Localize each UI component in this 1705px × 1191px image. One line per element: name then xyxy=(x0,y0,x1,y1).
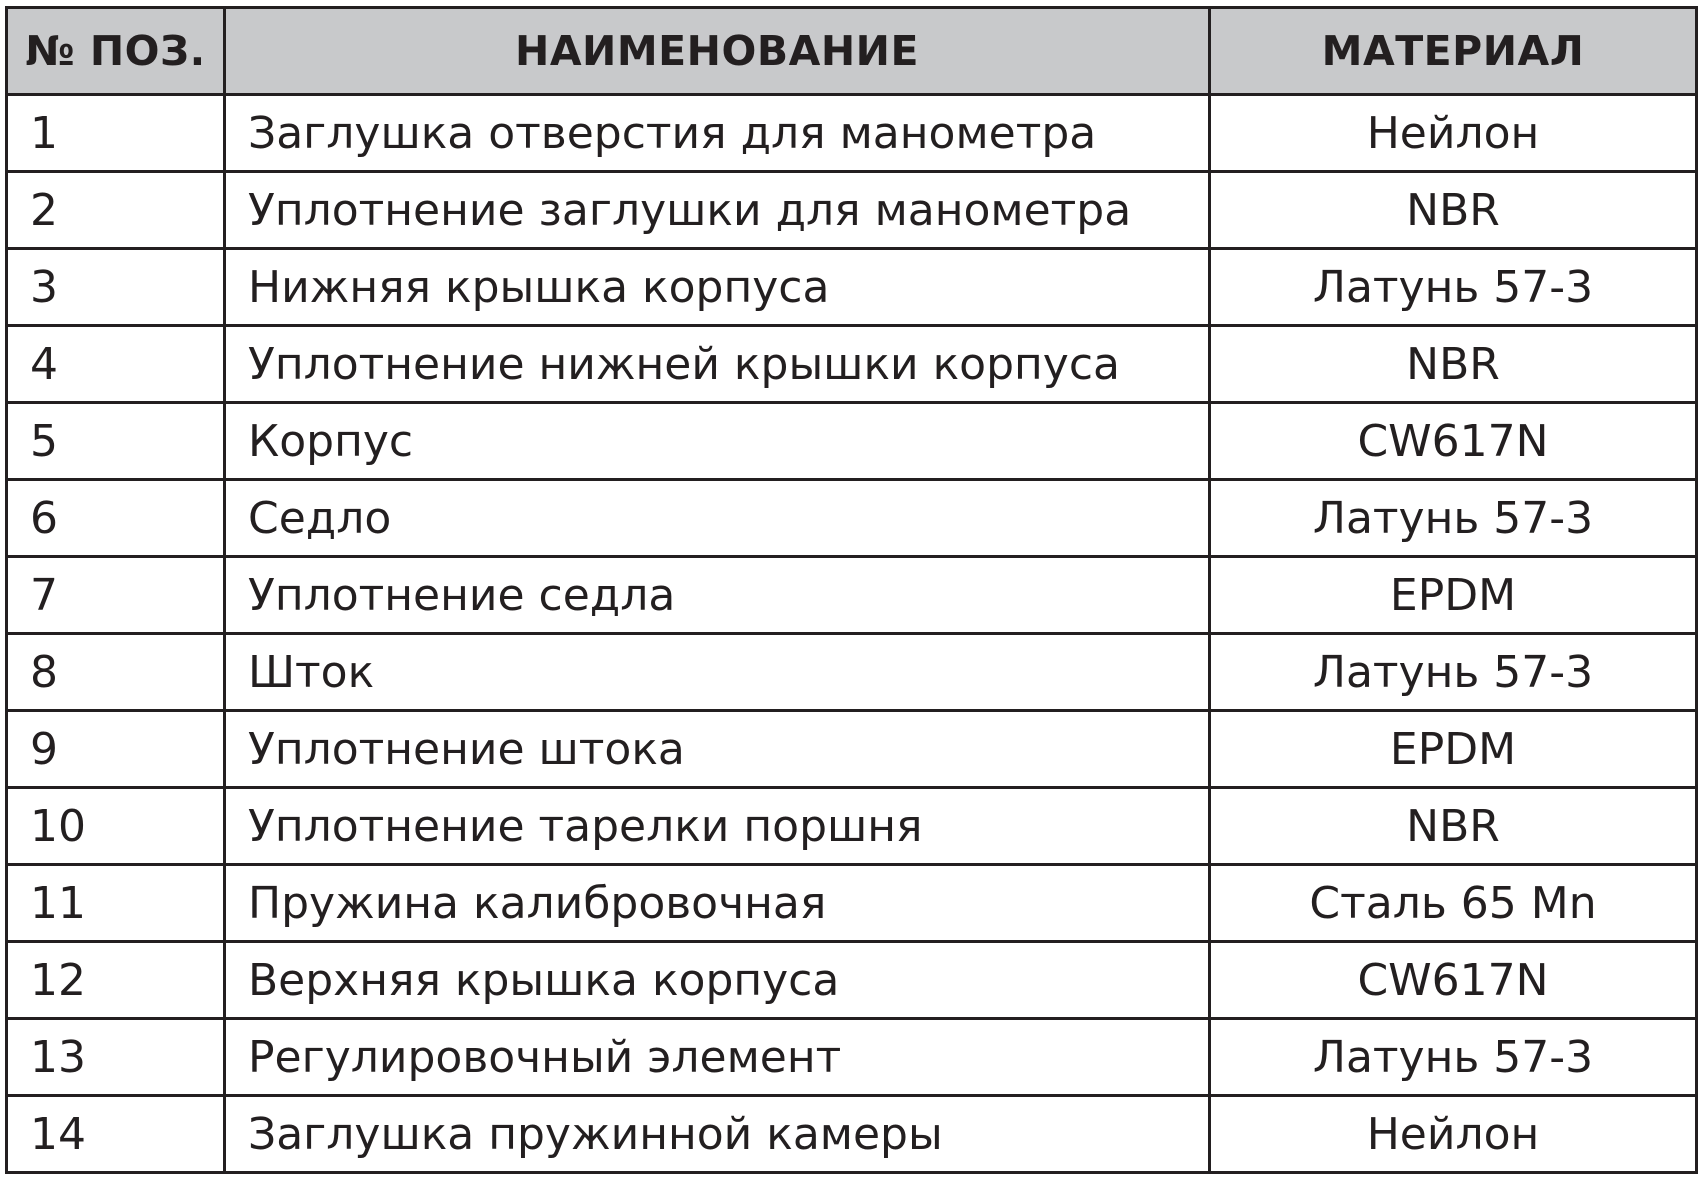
header-name: НАИМЕНОВАНИЕ xyxy=(225,8,1210,95)
cell-material: Сталь 65 Mn xyxy=(1210,865,1697,942)
cell-material: NBR xyxy=(1210,326,1697,403)
cell-material: Латунь 57-3 xyxy=(1210,634,1697,711)
table-row xyxy=(7,1019,1697,1096)
table-row xyxy=(7,1096,1697,1173)
cell-name: Заглушка пружинной камеры xyxy=(225,1096,1210,1173)
table-row xyxy=(7,249,1697,326)
cell-position: 6 xyxy=(7,480,225,557)
header-position: № ПОЗ. xyxy=(7,8,225,95)
cell-position: 9 xyxy=(7,711,225,788)
table-row xyxy=(7,711,1697,788)
cell-position: 1 xyxy=(7,95,225,172)
table-row xyxy=(7,480,1697,557)
table-row xyxy=(7,634,1697,711)
cell-name: Уплотнение тарелки поршня xyxy=(225,788,1210,865)
cell-name: Заглушка отверстия для манометра xyxy=(225,95,1210,172)
cell-position: 8 xyxy=(7,634,225,711)
table-row xyxy=(7,172,1697,249)
cell-name: Шток xyxy=(225,634,1210,711)
cell-name: Уплотнение седла xyxy=(225,557,1210,634)
parts-table xyxy=(5,6,1698,1174)
table-row xyxy=(7,942,1697,1019)
cell-material: NBR xyxy=(1210,172,1697,249)
cell-position: 10 xyxy=(7,788,225,865)
cell-name: Уплотнение штока xyxy=(225,711,1210,788)
table-header xyxy=(7,8,1697,95)
table-row xyxy=(7,788,1697,865)
cell-position: 14 xyxy=(7,1096,225,1173)
cell-name: Пружина калибровочная xyxy=(225,865,1210,942)
cell-position: 13 xyxy=(7,1019,225,1096)
cell-material: Нейлон xyxy=(1210,1096,1697,1173)
cell-material: Латунь 57-3 xyxy=(1210,480,1697,557)
cell-name: Уплотнение нижней крышки корпуса xyxy=(225,326,1210,403)
cell-material: CW617N xyxy=(1210,942,1697,1019)
table-row xyxy=(7,865,1697,942)
cell-material: CW617N xyxy=(1210,403,1697,480)
cell-material: Нейлон xyxy=(1210,95,1697,172)
cell-position: 3 xyxy=(7,249,225,326)
cell-material: Латунь 57-3 xyxy=(1210,1019,1697,1096)
table-row xyxy=(7,557,1697,634)
table-row xyxy=(7,403,1697,480)
cell-position: 12 xyxy=(7,942,225,1019)
cell-position: 2 xyxy=(7,172,225,249)
table-row xyxy=(7,95,1697,172)
cell-name: Корпус xyxy=(225,403,1210,480)
cell-name: Седло xyxy=(225,480,1210,557)
cell-material: EPDM xyxy=(1210,557,1697,634)
cell-position: 4 xyxy=(7,326,225,403)
cell-name: Регулировочный элемент xyxy=(225,1019,1210,1096)
cell-material: Латунь 57-3 xyxy=(1210,249,1697,326)
table-body xyxy=(7,95,1697,1173)
cell-position: 11 xyxy=(7,865,225,942)
cell-position: 5 xyxy=(7,403,225,480)
table-row xyxy=(7,326,1697,403)
cell-material: EPDM xyxy=(1210,711,1697,788)
cell-name: Верхняя крышка корпуса xyxy=(225,942,1210,1019)
header-row xyxy=(7,8,1697,95)
header-material: МАТЕРИАЛ xyxy=(1210,8,1697,95)
cell-name: Уплотнение заглушки для манометра xyxy=(225,172,1210,249)
cell-name: Нижняя крышка корпуса xyxy=(225,249,1210,326)
cell-material: NBR xyxy=(1210,788,1697,865)
cell-position: 7 xyxy=(7,557,225,634)
